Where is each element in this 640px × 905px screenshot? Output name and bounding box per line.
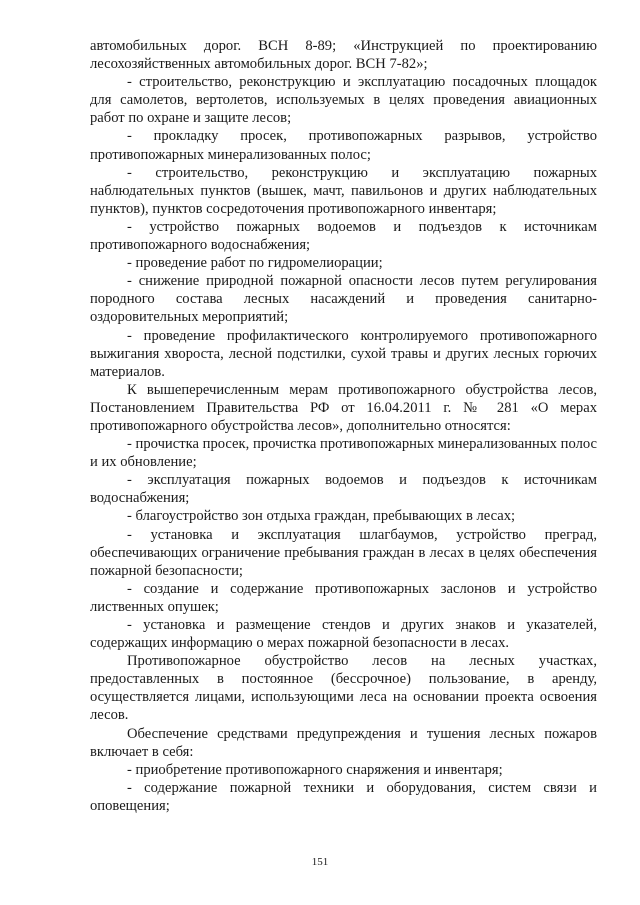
page-number: 151	[311, 856, 329, 868]
paragraph: автомобильных дорог. ВСН 8-89; «Инструкцией по проектированию лесохозяйственных автомобильных дорог. ВСН 7-82»;	[90, 38, 597, 73]
paragraph: Противопожарное обустройство лесов на лесных участках, предоставленных в постоянное (бессрочное) пользование, в аренду, осуществляется лицами, использующими леса на основании проекта освоения лесов.	[90, 653, 597, 724]
list-item: - снижение природной пожарной опасности лесов путем регулирования породного состава лесных насаждений и проведения санитарно-оздоровительных мероприятий;	[90, 273, 597, 326]
paragraph: К вышеперечисленным мерам противопожарного обустройства лесов, Постановлением Правительства РФ от 16.04.2011 г. № 281 «О мерах противопожарного обустройства лесов», дополнительно относятся:	[90, 381, 597, 434]
list-item: - строительство, реконструкцию и эксплуатацию посадочных площадок для самолетов, вертолетов, используемых в целях проведения авиационных работ по охране и защите лесов;	[90, 74, 597, 127]
list-item: - содержание пожарной техники и оборудования, систем связи и оповещения;	[90, 779, 597, 814]
list-item: - приобретение противопожарного снаряжения и инвентаря;	[127, 761, 503, 778]
paragraph: Обеспечение средствами предупреждения и тушения лесных пожаров включает в себя:	[90, 725, 597, 760]
list-item: - благоустройство зон отдыха граждан, пребывающих в лесах;	[127, 508, 516, 525]
list-item: - создание и содержание противопожарных заслонов и устройство лиственных опушек;	[90, 580, 597, 615]
body-text	[90, 37, 597, 815]
list-item: - проведение работ по гидромелиорации;	[127, 255, 383, 272]
list-item: - прочистка просек, прочистка противопожарных минерализованных полос и их обновление;	[90, 436, 597, 471]
list-item: - эксплуатация пожарных водоемов и подъездов к источникам водоснабжения;	[90, 472, 597, 507]
list-item: - устройство пожарных водоемов и подъездов к источникам противопожарного водоснабжения;	[90, 218, 597, 254]
list-item: - прокладку просек, противопожарных разрывов, устройство противопожарных минерализованных полос;	[90, 128, 597, 163]
list-item: - установка и эксплуатация шлагбаумов, устройство преград, обеспечивающих ограничение пребывания граждан в лесах в целях обеспечения пожарной безопасности;	[90, 526, 597, 579]
list-item: - установка и размещение стендов и других знаков и указателей, содержащих информацию о мерах пожарной безопасности в лесах.	[90, 617, 597, 652]
list-item: - строительство, реконструкцию и эксплуатацию пожарных наблюдательных пунктов (вышек, мачт, павильонов и других наблюдательных пунктов), пунктов сосредоточения противопожарного инвентаря;	[90, 164, 597, 217]
list-item: - проведение профилактического контролируемого противопожарного выжигания хвороста, лесной подстилки, сухой травы и других лесных горючих материалов.	[90, 327, 597, 380]
